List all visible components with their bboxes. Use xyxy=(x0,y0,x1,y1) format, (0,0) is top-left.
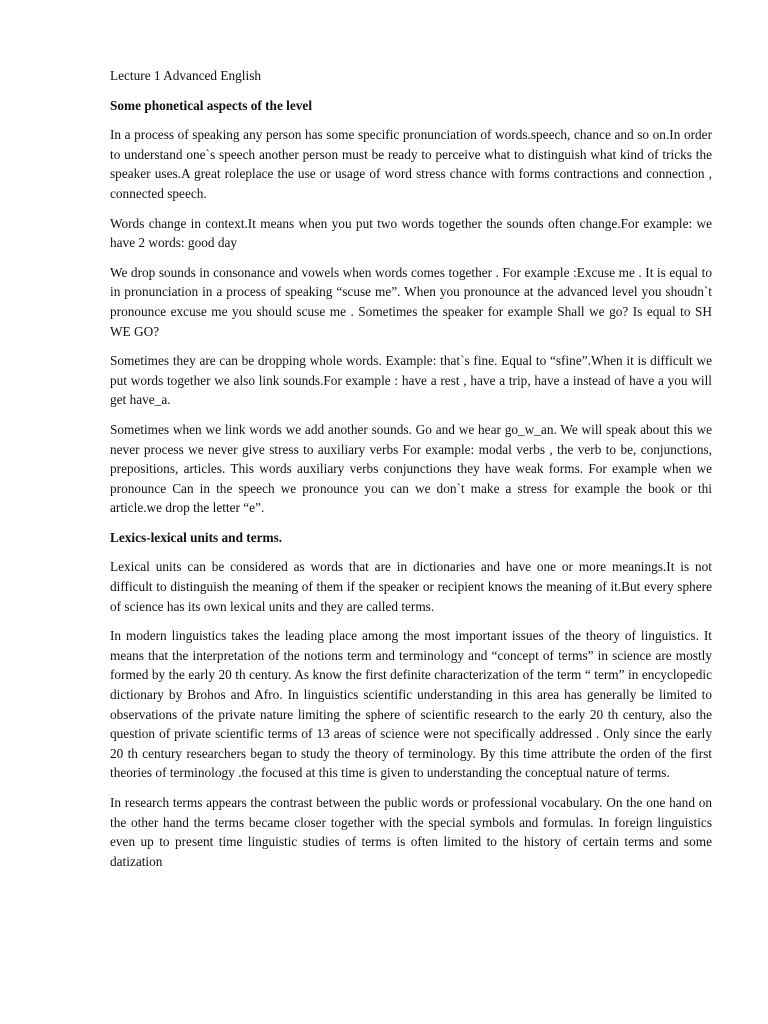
paragraph: Sometimes they are can be dropping whole words. Example: that`s fine. Equal to “sfine”.When it is difficult we put words together we also link sounds.For example : have a rest , have a trip, have a instead of have a you will get have_a. xyxy=(110,353,712,408)
document-page xyxy=(110,66,712,881)
document-title: Lecture 1 Advanced English xyxy=(110,68,262,83)
paragraph: In research terms appears the contrast between the public words or professional vocabulary. On the one hand on the other hand the terms became closer together with the special symbols and formulas. In foreign linguistics even up to present time linguistic studies of terms is often limited to the history of certain terms and some datization xyxy=(110,795,712,869)
paragraph: We drop sounds in consonance and vowels when words comes together . For example :Excuse me . It is equal to in pronunciation in a process of speaking “scuse me”. When you pronounce at the advanced level you shoudn`t pronounce excuse me you should scuse me . Sometimes the speaker for example Shall we go? Is equal to SH WE GO? xyxy=(110,264,712,339)
paragraph: Words change in context.It means when you put two words together the sounds often change.For example: we have 2 words: good day xyxy=(110,215,712,251)
paragraph: Lexical units can be considered as words that are in dictionaries and have one or more meanings.It is not difficult to distinguish the meaning of them if the speaker or recipient knows the meaning of it.But every sphere of science has its own lexical units and they are called terms. xyxy=(110,559,712,614)
section-heading-phonetics: Some phonetical aspects of the level xyxy=(110,97,313,113)
section-heading-lexics: Lexics-lexical units and terms. xyxy=(110,529,283,545)
paragraph: In a process of speaking any person has some specific pronunciation of words.speech, chance and so on.In order to understand one`s speech another person must be ready to perceive what to distinguish what kind of tricks the speaker uses.A great roleplace the use or usage of word stress chance with forms contractions and connection , connected speech. xyxy=(110,127,712,201)
paragraph: In modern linguistics takes the leading place among the most important issues of the theory of linguistics. It means that the interpretation of the notions term and terminology and “concept of terms” in science are mostly formed by the early 20 th century. As know the first definite characterization of the term “ term” in encyclopedic dictionary by Brohos and Afro. In linguistics scientific understanding in this area has generally be limited to observations of the private nature limiting the sphere of scientific research to the early 20 th century, also the question of private scientific terms of 13 areas of science were not specifically addressed . Only since the early 20 th century researchers began to study the theory of terminology. By this time attribute the orden of the first theories of terminology .the focused at this time is given to understanding the conceptual nature of terms. xyxy=(110,628,712,781)
paragraph: Sometimes when we link words we add another sounds. Go and we hear go_w_an. We will speak about this we never process we never give stress to auxiliary verbs For example: modal verbs , the verb to be, conjunctions, prepositions, articles. This words auxiliary verbs conjunctions they have weak forms. For example when we pronounce Can in the speech we pronounce you can we don`t make a stress for example the book or thi article.we drop the letter “e”. xyxy=(110,421,712,516)
